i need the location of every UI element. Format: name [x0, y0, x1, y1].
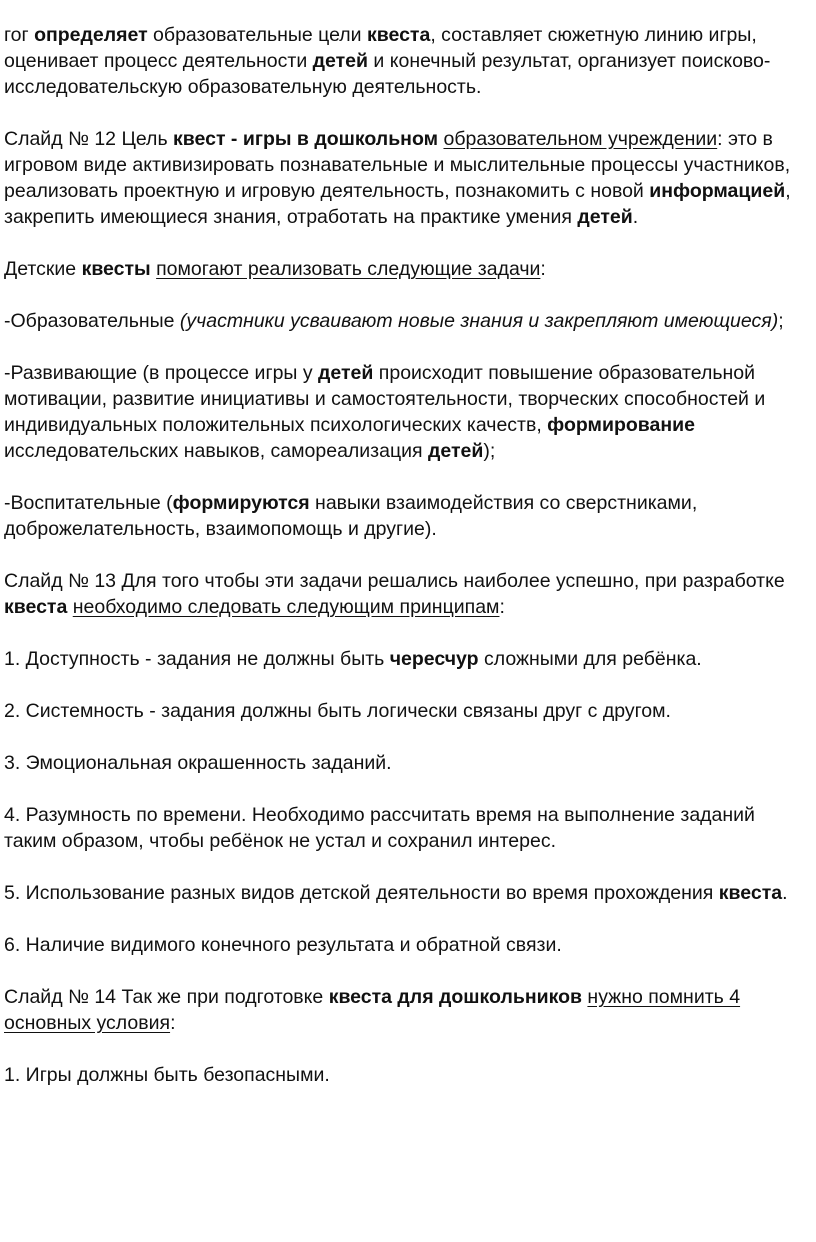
text-run: происходит повышение образовательной мотивации, развитие инициативы и самостоятельности, творческих способностей и индивидуальных положительных психологических качеств, [4, 362, 766, 436]
text-run: , составляет сюжетную линию игры, оценивает процесс деятельности [4, 24, 757, 72]
paragraph-teacher-role [4, 22, 810, 100]
principle-time [4, 802, 810, 854]
text-run: Детские [4, 258, 82, 280]
principle-activities [4, 880, 810, 906]
text-run: 2. Системность - задания должны быть логически связаны друг с другом. [4, 700, 671, 722]
text-run: Слайд № 13 Для того чтобы эти задачи решались наиболее успешно, при разработке [4, 570, 785, 592]
text-run: и конечный результат, организует поисково-исследовательскую образовательную деятельность. [4, 50, 771, 98]
bold-text: определяет [34, 24, 148, 46]
bold-text: информацией [649, 180, 786, 202]
text-run: 1. Доступность - задания не должны быть [4, 648, 390, 670]
underlined-text: помогают реализовать следующие задачи [156, 258, 541, 280]
text-run: Слайд № 14 Так же при подготовке [4, 986, 329, 1008]
paragraph-upbringing-task [4, 490, 810, 542]
text-run: навыки взаимодействия со сверстниками, доброжелательность, взаимопомощь и другие). [4, 492, 698, 540]
bold-text: квесты [81, 258, 151, 280]
text-run: 3. Эмоциональная окрашенность заданий. [4, 752, 392, 774]
bold-text: детей [312, 50, 368, 72]
text-run: 1. Игры должны быть безопасными. [4, 1064, 330, 1086]
text-run: ); [483, 440, 496, 462]
text-run: , закрепить имеющиеся знания, отработать на практике умения [4, 180, 791, 228]
text-run: : это в игровом виде активизировать познавательные и мыслительные процессы участников, реализовать проектную и игровую деятельность, познакомить с новой [4, 128, 791, 202]
text-run: : [170, 1012, 176, 1034]
underlined-text: необходимо следовать следующим принципам [72, 596, 500, 618]
text-run: ; [778, 310, 784, 332]
text-run: 4. Разумность по времени. Необходимо рассчитать время на выполнение заданий таким образом, чтобы ребёнок не устал и сохранил интерес. [4, 804, 755, 852]
principle-systematic [4, 698, 810, 724]
principle-result [4, 932, 810, 958]
underlined-text: образовательном учреждении [443, 128, 718, 150]
text-run: образовательные цели [147, 24, 367, 46]
bold-text: квеста [4, 596, 68, 618]
paragraph-tasks-intro [4, 256, 810, 282]
principle-accessibility [4, 646, 810, 672]
paragraph-slide-14 [4, 984, 810, 1036]
bold-text: формируются [172, 492, 310, 514]
bold-text: детей [318, 362, 374, 384]
text-run: -Развивающие (в процессе игры у [4, 362, 319, 384]
paragraph-educational-task [4, 308, 810, 334]
text-run: исследовательских навыков, самореализация [4, 440, 429, 462]
text-run: сложными для ребёнка. [478, 648, 702, 670]
bold-text: квеста [718, 882, 783, 904]
text-run: : [540, 258, 546, 280]
bold-text: квест - игры в дошкольном [173, 128, 439, 150]
underlined-text: нужно помнить 4 основных условия [4, 986, 741, 1034]
bold-text: чересчур [389, 648, 479, 670]
bold-text: детей [428, 440, 484, 462]
italic-text: (участники усваивают новые знания и закрепляют имеющиеся) [179, 310, 779, 332]
bold-text: формирование [547, 414, 695, 436]
text-run: -Образовательные [4, 310, 180, 332]
condition-safety [4, 1062, 810, 1088]
paragraph-slide-13 [4, 568, 810, 620]
document-page [4, 22, 810, 1114]
text-run: гог [4, 24, 35, 46]
paragraph-developmental-task [4, 360, 810, 464]
principle-emotional [4, 750, 810, 776]
text-run: . [632, 206, 639, 228]
bold-text: детей [577, 206, 633, 228]
text-run: . [782, 882, 788, 904]
text-run: Слайд № 12 Цель [4, 128, 174, 150]
text-run: : [499, 596, 505, 618]
bold-text: квеста для дошкольников [328, 986, 582, 1008]
text-run: 5. Использование разных видов детской деятельности во время прохождения [4, 882, 719, 904]
bold-text: квеста [367, 24, 431, 46]
text-run: 6. Наличие видимого конечного результата и обратной связи. [4, 934, 562, 956]
paragraph-slide-12 [4, 126, 810, 230]
text-run: -Воспитательные ( [4, 492, 173, 514]
